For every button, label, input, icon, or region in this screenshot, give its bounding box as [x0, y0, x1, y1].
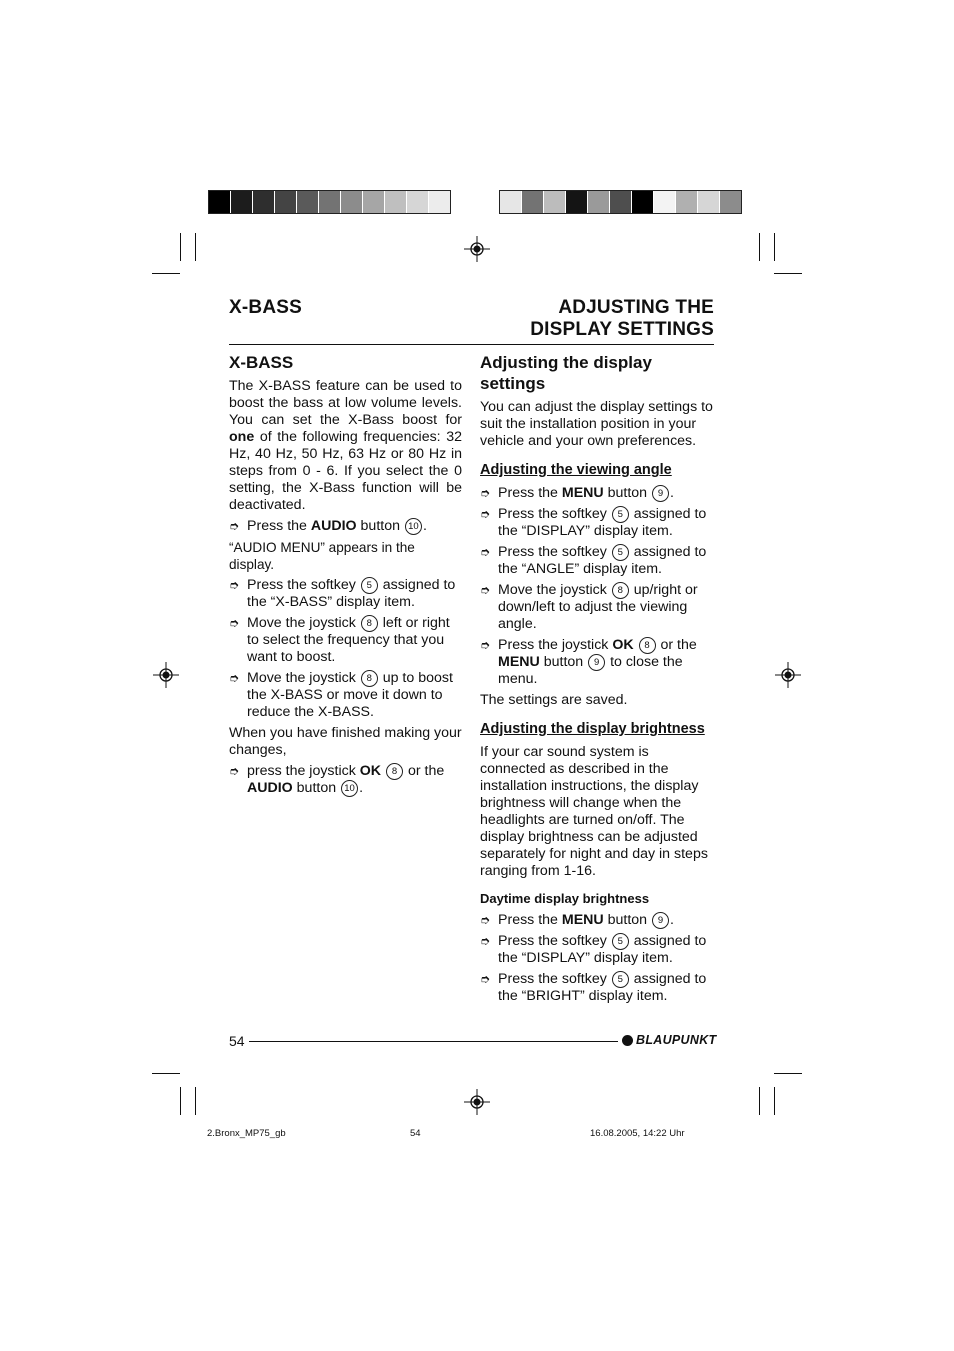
registration-mark-icon [153, 662, 179, 688]
crop-mark [195, 1087, 196, 1115]
color-swatch [544, 191, 566, 213]
registration-mark-icon [775, 662, 801, 688]
color-swatch [297, 191, 319, 213]
crop-mark [774, 1087, 775, 1115]
circled-number: 5 [612, 544, 629, 561]
section-heading: Adjusting the display settings [480, 353, 652, 393]
color-swatch [676, 191, 698, 213]
circled-number: 8 [612, 582, 629, 599]
list-item: ➮ Press the MENU button 9 . [480, 485, 674, 501]
step-arrow-icon: ➮ [480, 507, 491, 521]
paragraph: The settings are saved. [480, 692, 628, 708]
paragraph: If your car sound system is connected as described in the installation instructions, the display brightness will change when the headlights are turned on/off. The display brightness can be adjusted separately for night and day in steps ranging from 1-16. [480, 744, 708, 879]
list-item: ➮ press the joystick OK 8 or the AUDIO button 10 . [229, 763, 445, 796]
color-swatch [720, 191, 741, 213]
left-column [229, 352, 462, 801]
circled-number: 8 [639, 637, 656, 654]
color-swatch [275, 191, 297, 213]
color-swatch [253, 191, 275, 213]
brand-logo: BLAUPUNKT [622, 1033, 716, 1047]
color-swatch [363, 191, 385, 213]
circled-number: 5 [612, 971, 629, 988]
list-item: ➮ Press the softkey 5 assigned to the “DISPLAY” display item. [480, 933, 707, 966]
circled-number: 8 [386, 763, 403, 780]
color-calibration-bar-right [499, 190, 742, 214]
list-item: ➮ Press the AUDIO button 10 . [229, 518, 427, 534]
registration-mark-icon [464, 1089, 490, 1115]
color-swatch [319, 191, 341, 213]
color-swatch [698, 191, 720, 213]
list-item: ➮ Press the softkey 5 assigned to the “BRIGHT” display item. [480, 971, 707, 1004]
color-swatch [588, 191, 610, 213]
color-calibration-bar-left [208, 190, 451, 214]
step-arrow-icon: ➮ [229, 616, 240, 630]
color-swatch [566, 191, 588, 213]
color-swatch [341, 191, 363, 213]
list-item: ➮ Press the softkey 5 assigned to the “DISPLAY” display item. [480, 506, 707, 539]
registration-mark-icon [464, 236, 490, 262]
paragraph: When you have finished making your changes, [229, 725, 462, 758]
list-item: ➮ Press the MENU button 9 . [480, 912, 674, 928]
list-item: ➮ Move the joystick 8 up to boost the X-BASS or move it down to reduce the X-BASS. [229, 670, 453, 720]
list-item: ➮ Press the softkey 5 assigned to the “ANGLE” display item. [480, 544, 707, 577]
print-file-name: 2.Bronx_MP75_gb [207, 1128, 286, 1139]
subsection-heading: Adjusting the viewing angle [480, 462, 672, 478]
page-title-left: X-BASS [229, 297, 302, 318]
circled-number: 8 [361, 670, 378, 687]
color-swatch [632, 191, 654, 213]
step-arrow-icon: ➮ [480, 972, 491, 986]
page-number: 54 [229, 1033, 245, 1049]
crop-mark [774, 273, 802, 274]
circled-number: 8 [361, 615, 378, 632]
crop-mark [180, 233, 181, 261]
crop-mark [759, 233, 760, 261]
footer-rule [249, 1041, 618, 1042]
list-item: ➮ Move the joystick 8 up/right or down/left to adjust the viewing angle. [480, 582, 698, 632]
crop-mark [152, 1073, 180, 1074]
step-arrow-icon: ➮ [229, 578, 240, 592]
color-swatch [654, 191, 676, 213]
color-swatch [522, 191, 544, 213]
crop-mark [774, 1073, 802, 1074]
circled-number: 9 [652, 912, 669, 929]
circled-number: 9 [588, 654, 605, 671]
crop-mark [152, 273, 180, 274]
paragraph: You can adjust the display settings to suit the installation position in your vehicle and your own preferences. [480, 399, 713, 449]
list-item: ➮ Move the joystick 8 left or right to select the frequency that you want to boost. [229, 615, 450, 665]
color-swatch [429, 191, 450, 213]
page-title-right [530, 297, 714, 341]
step-arrow-icon: ➮ [480, 934, 491, 948]
step-arrow-icon: ➮ [229, 519, 240, 533]
print-date: 16.08.2005, 14:22 Uhr [590, 1128, 685, 1139]
sub-subsection-heading: Daytime display brightness [480, 891, 650, 906]
page-title-right-line1: ADJUSTING THE [558, 297, 714, 318]
step-arrow-icon: ➮ [480, 913, 491, 927]
brand-dot-icon [622, 1035, 633, 1046]
list-item: ➮ Press the softkey 5 assigned to the “X-BASS” display item. [229, 577, 456, 610]
right-column [480, 352, 714, 1009]
list-item: ➮ Press the joystick OK 8 or the MENU button 9 to close the menu. [480, 637, 697, 687]
color-swatch [407, 191, 429, 213]
circled-number: 5 [612, 933, 629, 950]
color-swatch [500, 191, 522, 213]
color-swatch [231, 191, 253, 213]
color-swatch [610, 191, 632, 213]
circled-number: 5 [361, 577, 378, 594]
crop-mark [195, 233, 196, 261]
color-swatch [385, 191, 407, 213]
subsection-heading: Adjusting the display brightness [480, 721, 705, 737]
step-arrow-icon: ➮ [480, 545, 491, 559]
circled-number: 9 [652, 485, 669, 502]
page-title-right-line2: DISPLAY SETTINGS [530, 319, 714, 340]
circled-number: 5 [612, 506, 629, 523]
step-arrow-icon: ➮ [480, 486, 491, 500]
print-page-number: 54 [410, 1128, 421, 1139]
crop-mark [774, 233, 775, 261]
header-rule [229, 344, 714, 345]
step-arrow-icon: ➮ [229, 671, 240, 685]
circled-number: 10 [341, 780, 358, 797]
paragraph: The X-BASS feature can be used to boost the bass at low volume levels. You can set the X-Bass boost for one of the following frequencies: 32 Hz, 40 Hz, 50 Hz, 63 Hz or 80 Hz in steps from 0 - 6. If you select the 0 setting, the X-Bass function will be deactivated. [229, 378, 462, 513]
step-arrow-icon: ➮ [480, 583, 491, 597]
step-arrow-icon: ➮ [229, 764, 240, 778]
crop-mark [759, 1087, 760, 1115]
circled-number: 10 [405, 518, 422, 535]
crop-mark [180, 1087, 181, 1115]
paragraph: “AUDIO MENU” appears in the display. [229, 540, 415, 572]
color-swatch [209, 191, 231, 213]
section-heading: X-BASS [229, 353, 294, 372]
step-arrow-icon: ➮ [480, 638, 491, 652]
